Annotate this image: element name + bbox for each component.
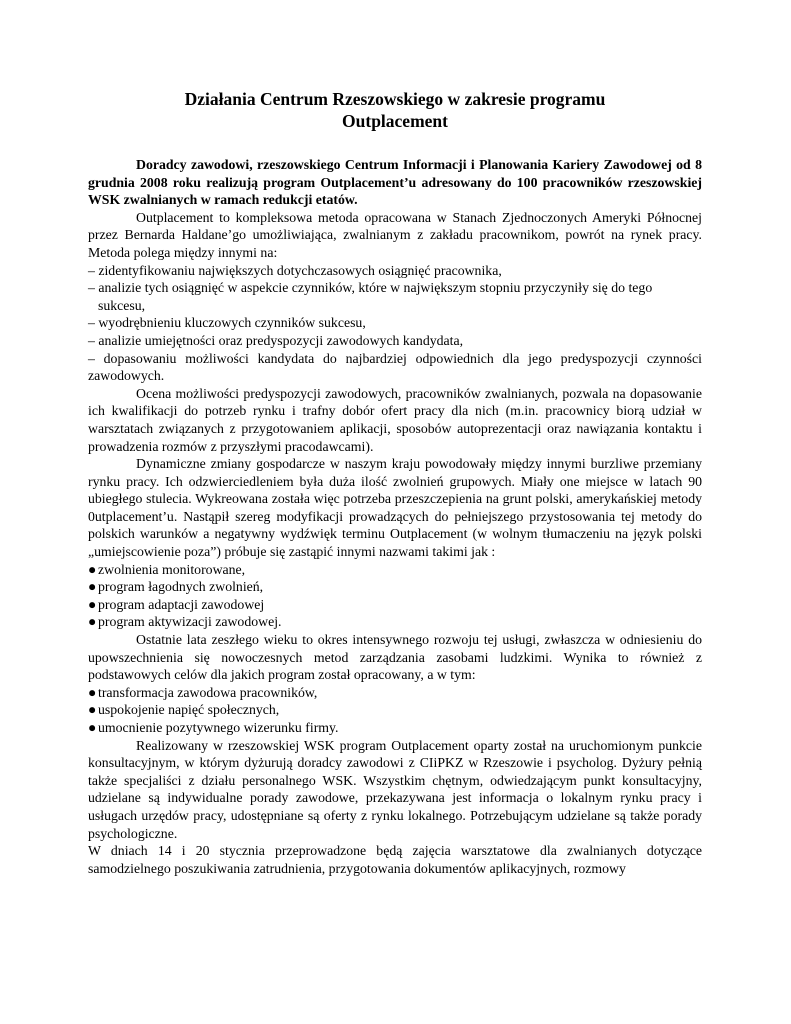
paragraph-workshops: W dniach 14 i 20 stycznia przeprowadzone będą zajęcia warsztatowe dla zwalnianych dotyczące samodzielnego poszukiwania zatrudnienia, przygotowania dokumentów aplikacyjnych, rozmowy xyxy=(88,843,702,876)
bullet-icon: ● xyxy=(88,720,97,735)
lead-paragraph: Doradcy zawodowi, rzeszowskiego Centrum Informacji i Planowania Kariery Zawodowej od 8 grudnia 2008 roku realizują program Outplacement’u adresowany do 100 pracowników rzeszowskiej WSK zwalnianych w ramach redukcji etatów. xyxy=(88,157,702,208)
alternative-names-list xyxy=(88,561,702,631)
program-goals-list xyxy=(88,684,702,737)
list-item xyxy=(88,578,702,596)
bullet-icon: ● xyxy=(88,579,97,595)
paragraph-recent-years: Ostatnie lata zeszłego wieku to okres intensywnego rozwoju tej usługi, zwłaszcza w odniesieniu do upowszechnienia się nowoczesnych metod zarządzania zasobami ludzkimi. Wynika to również z podstawowych celów dla jakich program został opracowany, a w tym: xyxy=(88,632,702,683)
document-page xyxy=(88,88,702,877)
list-item xyxy=(88,561,702,579)
paragraph-assessment: Ocena możliwości predyspozycji zawodowych, pracowników zwalnianych, pozwala na dopasowanie ich kwalifikacji do potrzeb rynku i trafny dobór ofert pracy dla nich (m.in. pracownicy biorą udział w warsztatach związanych z przygotowaniem aplikacji, sposobów autoprezentacji oraz nawiązania kontaktu i prowadzenia rozmów z przyszłymi pracodawcami). xyxy=(88,385,702,454)
list-item-text: zwolnienia monitorowane, xyxy=(98,561,246,577)
title-line-1: Działania Centrum Rzeszowskiego w zakresie programu xyxy=(184,89,606,109)
list-item xyxy=(88,701,702,719)
method-steps-list xyxy=(88,262,702,385)
bullet-icon: ● xyxy=(88,614,97,630)
list-item xyxy=(88,613,702,631)
paragraph-wsk-program: Realizowany w rzeszowskiej WSK program Outplacement oparty został na uruchomionym punkcie konsultacyjnym, w którym dyżurują doradcy zawodowi z CIiPKZ w Rzeszowie i psycholog. Dyżury pełnią także specjaliści z działu personalnego WSK. Wszystkim chętnym, odwiedzającym punkt konsultacyjny, udzielane są indywidualne porady zawodowe, przekazywana jest informacja o lokalnym rynku pracy i usługach urzędów pracy, udostępniane są oferty z rynku lokalnego. Potrzebującym udzielane są także porady psychologiczne. xyxy=(88,737,702,841)
paragraph-outplacement-definition: Outplacement to kompleksowa metoda opracowana w Stanach Zjednoczonych Ameryki Północnej przez Bernarda Haldane’go umożliwiająca, zwalnianym z zakładu pracownikom, powrót na rynek pracy. Metoda polega między innymi na: xyxy=(88,209,702,260)
list-item: – zidentyfikowaniu największych dotychczasowych osiągnięć pracownika, xyxy=(88,262,502,278)
list-item: – analizie tych osiągnięć w aspekcie czynników, które w największym stopniu przyczyniły się do tego sukcesu, xyxy=(88,280,653,313)
list-item xyxy=(88,684,702,702)
bullet-icon: ● xyxy=(88,702,97,718)
bullet-icon: ● xyxy=(88,561,97,577)
list-item-text: program łagodnych zwolnień, xyxy=(98,579,264,595)
list-item: – wyodrębnieniu kluczowych czynników sukcesu, xyxy=(88,315,366,331)
bullet-icon: ● xyxy=(88,596,97,612)
list-item-text: program adaptacji zawodowej xyxy=(98,596,265,612)
list-item-text: program aktywizacji zawodowej. xyxy=(98,614,282,630)
paragraph-economic-changes: Dynamiczne zmiany gospodarcze w naszym kraju powodowały między innymi burzliwe przemiany rynku pracy. Ich odzwierciedleniem była duża ilość zwolnień grupowych. Miały one miejsce w latach 90 ubiegłego stulecia. Wykreowana została więc potrzeba przeszczepienia na grunt polski, amerykańskiej metody 0utplacement’u. Nastąpił szereg modyfikacji prowadzących do pełniejszego przystosowania tej metody do polskich warunków a negatywny wydźwięk terminu Outplacement (w wolnym tłumaczeniu na język polski „umiejscowienie poza”) próbuje się zastąpić innymi nazwami takimi jak : xyxy=(88,456,702,560)
list-item-text: transformacja zawodowa pracowników, xyxy=(98,684,318,700)
list-item-text: umocnienie pozytywnego wizerunku firmy. xyxy=(98,720,339,735)
title-line-2: Outplacement xyxy=(342,111,448,131)
list-item xyxy=(88,596,702,614)
bullet-icon: ● xyxy=(88,684,97,700)
list-item: – dopasowaniu możliwości kandydata do najbardziej odpowiednich dla jego predyspozycji czynności zawodowych. xyxy=(88,350,702,384)
document-title xyxy=(88,88,702,132)
list-item xyxy=(88,719,702,737)
list-item: – analizie umiejętności oraz predyspozycji zawodowych kandydata, xyxy=(88,332,464,348)
list-item-text: uspokojenie napięć społecznych, xyxy=(98,702,280,718)
